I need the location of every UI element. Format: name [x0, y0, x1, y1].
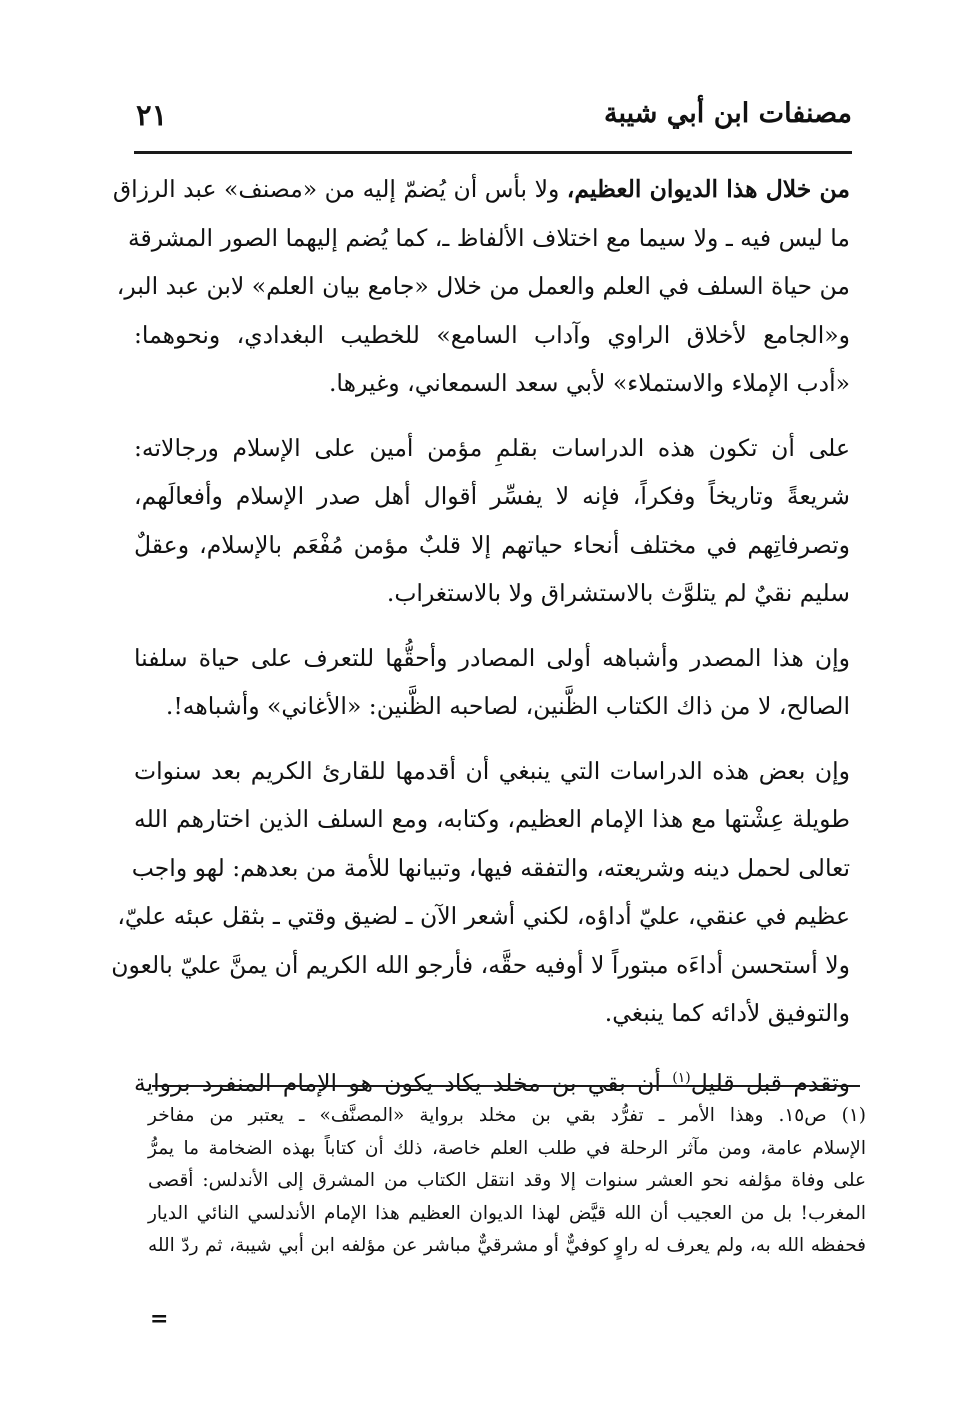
- footnote-line: الإسلام عامة، ومن مآثر الرحلة في طلب العلم خاصة، ذلك أن كتاباً بهذه الضخامة ما يمرُّ: [148, 1137, 866, 1159]
- text-line: و«الجامع لأخلاق الراوي وآداب السامع» للخطيب البغدادي، ونحوهما:: [134, 320, 850, 349]
- text-line: سليم نقيٌ لم يتلوَّث بالاستشراق ولا بالاستغراب.: [386, 579, 850, 607]
- text-line: شريعةً وتاريخاً وفكراً، فإنه لا يفسِّر أقوال أهل صدر الإسلام وأفعالَهم،: [134, 482, 850, 510]
- paragraph-5: [134, 1054, 850, 1107]
- text-line: وإن هذا المصدر وأشباهه أولى المصادر وأحقُّها للتعرف على حياة سلفنا: [134, 643, 850, 672]
- text-line: وتصرفاتِهم في مختلف أنحاء حياتهم إلا قلبٌ مؤمن مُفْعَم بالإسلام، وعقلٌ: [134, 530, 850, 559]
- text-line: ما ليس فيه ـ ولا سيما مع اختلاف الألفاظ ـ، كما يُضم إليهما الصور المشرقة: [127, 223, 850, 252]
- running-title: مصنفات ابن أبي شيبة: [603, 98, 852, 129]
- footnote-line: على وفاة مؤلفه نحو العشر سنوات إلا وقد انتقل الكتاب من المشرق إلى الأندلس: أقصى: [148, 1170, 866, 1191]
- paragraph-2: [134, 424, 850, 618]
- text-fragment: وتقدم قبل قليل: [690, 1068, 850, 1097]
- footnote-line: فحفظه الله به، ولم يعرف له راوٍ كوفيٌّ أو مشرقيٌّ مباشر عن مؤلفه ابن أبي شيبة، ثم ردّ الله: [148, 1235, 866, 1256]
- text-line: [112, 165, 850, 214]
- main-text: [111, 165, 850, 1123]
- text-line: وإن بعض هذه الدراسات التي ينبغي أن أقدمها للقارئ الكريم بعد سنوات: [134, 756, 850, 785]
- paragraph-3: [134, 634, 850, 731]
- page-number: ٢١: [136, 98, 168, 132]
- footnote-line: المغرب! بل من العجيب أن الله قيَّض لهذا الديوان العظيم هذا الإمام الأندلسي النائي الديار: [148, 1202, 866, 1224]
- footnote-reference[interactable]: (١): [672, 1069, 691, 1086]
- text-line: والتوفيق لأدائه كما ينبغي.: [604, 999, 850, 1027]
- header-rule: [134, 151, 852, 154]
- page-header: [130, 92, 852, 140]
- text-line: [134, 1054, 850, 1107]
- footnote-line: (١) ص١٥. وهذا الأمر ـ تفرُّد بقي بن مخلد برواية «المصنَّف» ـ يعتبر من مفاخر: [148, 1105, 867, 1126]
- text-line: تعالى لحمل دينه وشريعته، والتفقه فيها، وتبيانها للأمة من بعدهم: لهو واجب: [131, 853, 850, 882]
- text-line: عظيم في عنقي، عليّ أداؤه، لكني أشعر الآن ـ لضيق وقتي ـ بثقل عبئه عليّ،: [117, 902, 850, 930]
- text-line: طويلة عِشْتها مع هذا الإمام العظيم، وكتابه، ومع السلف الذين اختارهم الله: [134, 805, 850, 833]
- text-line: الصالح، لا من ذاك الكتاب الظَّنين، لصاحبه الظَّنين: «الأغاني» وأشباهه!.: [165, 692, 850, 720]
- footnotes: [148, 1100, 866, 1263]
- text-fragment: أن بقي بن مخلد يكاد يكون هو الإمام المنفرد برواية: [134, 1068, 673, 1097]
- paragraph-4: [111, 747, 850, 1038]
- bold-phrase: من خلال هذا الديوان العظيم،: [566, 175, 850, 203]
- text-line: على أن تكون هذه الدراسات بقلمِ مؤمن أمين على الإسلام ورجالاته:: [134, 433, 850, 462]
- continuation-mark: =: [150, 1306, 169, 1332]
- text-fragment: ولا بأس أن يُضمّ إليه من «مصنف» عبد الرزاق: [112, 175, 567, 203]
- footnote-rule: [152, 1085, 860, 1087]
- text-line: من حياة السلف في العلم والعمل من خلال «جامع بيان العلم» لابن عبد البر،: [116, 272, 850, 300]
- text-line: «أدب الإملاء والاستملاء» لأبي سعد السمعاني، وغيرها.: [328, 369, 850, 397]
- paragraph-1: [112, 165, 850, 408]
- text-line: ولا أستحسن أداءَه مبتوراً لا أوفيه حقَّه، فأرجو الله الكريم أن يمنَّ عليّ بالعون: [111, 950, 850, 979]
